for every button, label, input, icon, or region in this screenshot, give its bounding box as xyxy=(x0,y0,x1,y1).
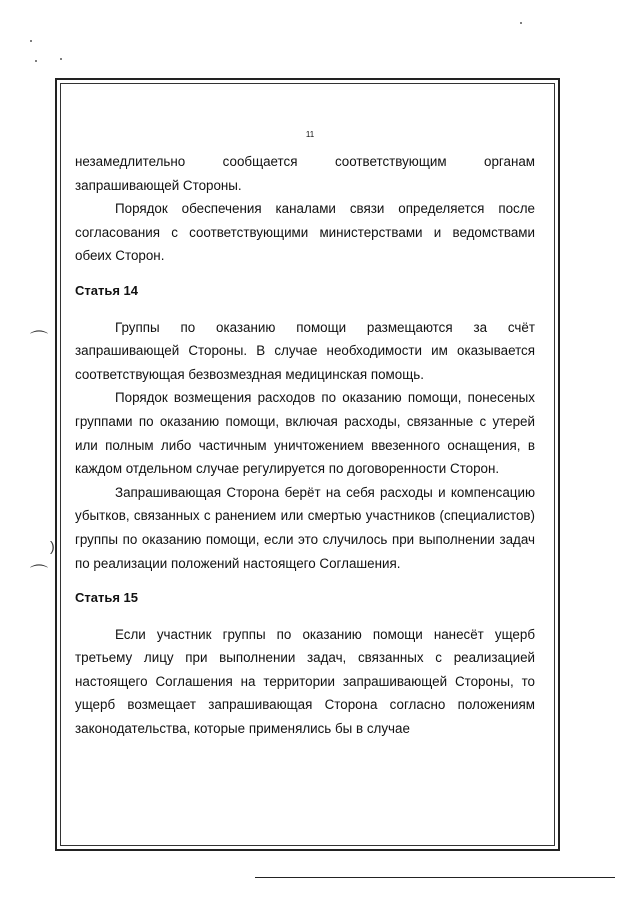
spacer xyxy=(75,268,535,279)
binding-mark: ⌒ xyxy=(30,330,48,350)
paragraph-communication-channels: Порядок обеспечения каналами связи определяется после согласования с соответствующими министерствами и ведомствами обеих Сторон. xyxy=(75,201,535,264)
scan-speck xyxy=(35,60,37,62)
binding-mark: ⌒ xyxy=(30,564,48,584)
paragraph-accommodation: Группы по оказанию помощи размещаются за счёт запрашивающей Стороны. В случае необходимости им оказывается соответствующая безвозмездная медицинская помощь. xyxy=(75,319,535,382)
binding-mark: ) xyxy=(50,538,55,554)
bottom-rule xyxy=(255,877,615,878)
paragraph-expense-reimbursement: Порядок возмещения расходов по оказанию помощи, понесеных группами по оказанию помощи, включая расходы, связанные с утерей или полным либо частичным уничтожением ввезенного оснащения, в каждом отдельном случае регулируется по договоренности Сторон. xyxy=(75,390,535,477)
scan-speck xyxy=(520,22,522,24)
scan-speck xyxy=(60,58,62,60)
scan-speck xyxy=(30,40,32,42)
page-number: 11 xyxy=(305,130,315,139)
spacer xyxy=(75,610,535,623)
paragraph-third-party-damage: Если участник группы по оказанию помощи нанесёт ущерб третьему лицу при выполнении задач, связанных с реализацией настоящего Соглашения на территории запрашивающей Стороны, то ущерб возмещает запрашивающая Сторона согласно положениям законодательства, которые применялись бы в случае xyxy=(75,626,535,737)
spacer xyxy=(75,303,535,316)
article-14-heading: Статья 14 xyxy=(75,282,139,298)
spacer xyxy=(75,575,535,586)
article-15-heading: Статья 15 xyxy=(75,590,139,606)
paragraph-continuation: незамедлительно сообщается соответствующим органам запрашивающей Стороны. xyxy=(75,154,535,193)
paragraph-compensation: Запрашивающая Сторона берёт на себя расходы и компенсацию убытков, связанных с ранением или смертью участников (специалистов) группы по оказанию помощи, если это случилось при выполнении задач по реализации положений настоящего Соглашения. xyxy=(75,484,535,571)
document-body xyxy=(75,150,535,741)
